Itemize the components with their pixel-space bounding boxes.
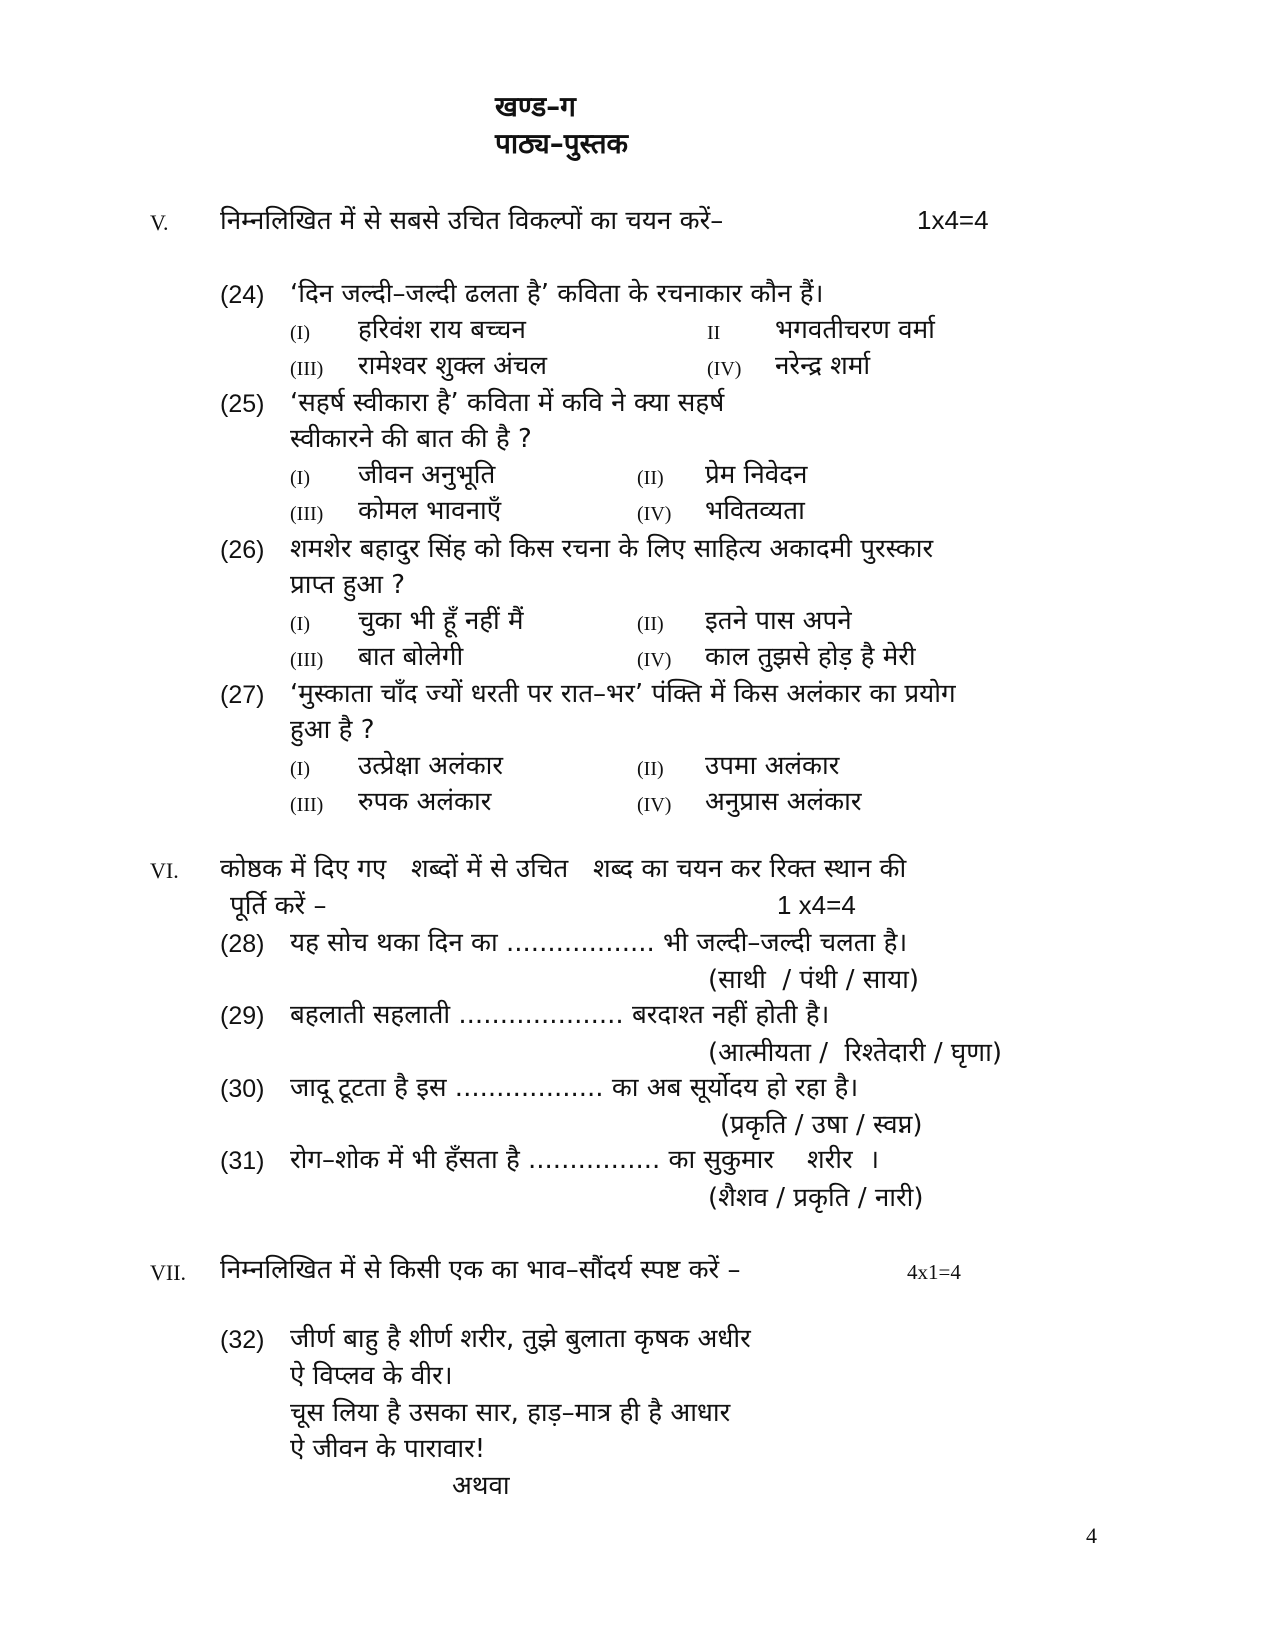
option-text: इतने पास अपने [705, 606, 852, 636]
question-number: (26) [220, 536, 265, 564]
question-text: ‘सहर्ष स्वीकारा है’ कविता में कवि ने क्या सहर्ष [290, 388, 725, 418]
option-text: काल तुझसे होड़ है मेरी [705, 642, 916, 672]
option-text: चुका भी हूँ नहीं मैं [358, 606, 524, 636]
poem-line: चूस लिया है उसका सार, हाड़–मात्र ही है आधार [290, 1398, 731, 1428]
word-choices: (आत्मीयता / रिश्तेदारी / घृणा) [708, 1038, 1002, 1068]
option-text: रामेश्वर शुक्ल अंचल [358, 351, 548, 381]
section-v-marks: 1x4=4 [917, 205, 989, 235]
option-text: भवितव्यता [705, 496, 805, 526]
poem-line: ऐ जीवन के पारावार! [290, 1434, 486, 1464]
poem-line: ऐ विप्लव के वीर। [290, 1361, 453, 1391]
question-text: ‘दिन जल्दी–जल्दी ढलता है’ कविता के रचनाकार कौन हैं। [290, 279, 824, 309]
question-number: (31) [220, 1147, 265, 1175]
word-choices: (प्रकृति / उषा / स्वप्न) [720, 1110, 923, 1140]
option-text: कोमल भावनाएँ [358, 496, 502, 526]
option-label: (I) [290, 613, 310, 635]
option-label: (IV) [637, 503, 672, 525]
question-number: (28) [220, 930, 265, 958]
question-number: (29) [220, 1002, 265, 1030]
poem-line: जीर्ण बाहु है शीर्ण शरीर, तुझे बुलाता कृषक अधीर [290, 1324, 751, 1354]
section-vi-instruction: पूर्ति करें – [230, 891, 327, 921]
question-text: प्राप्त हुआ ? [290, 570, 406, 600]
question-number: (24) [220, 281, 265, 309]
option-label: (II) [637, 758, 664, 780]
option-label: (I) [290, 322, 310, 344]
option-text: हरिवंश राय बच्चन [358, 315, 526, 345]
section-vi-numeral: VI. [150, 858, 179, 883]
question-number: (25) [220, 390, 265, 418]
question-text: हुआ है ? [290, 715, 375, 745]
option-label: (IV) [637, 794, 672, 816]
option-label: (III) [290, 649, 324, 671]
option-label: (I) [290, 758, 310, 780]
option-label: (IV) [707, 358, 742, 380]
word-choices: (शैशव / प्रकृति / नारी) [708, 1183, 924, 1213]
section-vii-instruction: निम्नलिखित में से किसी एक का भाव–सौंदर्य स्पष्ट करें – [220, 1255, 741, 1285]
option-label: (III) [290, 503, 324, 525]
fill-blank-text: यह सोच थका दिन का .................. भी जल्दी–जल्दी चलता है। [290, 928, 908, 958]
section-vi-marks: 1 x4=4 [777, 890, 856, 920]
option-text: अनुप्रास अलंकार [705, 787, 862, 817]
or-text: अथवा [452, 1471, 510, 1501]
section-v-numeral: V. [150, 210, 169, 235]
option-label: II [707, 322, 721, 344]
option-text: नरेन्द्र शर्मा [775, 351, 871, 381]
section-vii-marks: 4x1=4 [907, 1260, 961, 1284]
option-label: (III) [290, 794, 324, 816]
section-vi-instruction: कोष्ठक में दिए गए शब्दों में से उचित शब्द का चयन कर रिक्त स्थान की [220, 854, 907, 884]
section-heading: खण्ड–ग [495, 90, 576, 123]
fill-blank-text: रोग–शोक में भी हँसता है ................ का सुकुमार शरीर । [290, 1145, 880, 1175]
option-label: (II) [637, 467, 664, 489]
page-number: 4 [1086, 1523, 1097, 1548]
fill-blank-text: जादू टूटता है इस .................. का अब सूर्योदय हो रहा है। [290, 1073, 859, 1103]
question-number: (27) [220, 681, 265, 709]
question-text: स्वीकारने की बात की है ? [290, 424, 532, 454]
option-text: बात बोलेगी [358, 642, 464, 672]
question-text: ‘मुस्काता चाँद ज्यों धरती पर रात–भर’ पंक्ति में किस अलंकार का प्रयोग [290, 679, 956, 709]
option-label: (I) [290, 467, 310, 489]
section-v-instruction: निम्नलिखित में से सबसे उचित विकल्पों का चयन करें– [220, 206, 724, 236]
question-text: शमशेर बहादुर सिंह को किस रचना के लिए साहित्य अकादमी पुरस्कार [290, 534, 934, 564]
option-text: उत्प्रेक्षा अलंकार [358, 751, 504, 781]
option-label: (IV) [637, 649, 672, 671]
option-text: रुपक अलंकार [358, 787, 492, 817]
section-vii-numeral: VII. [150, 1260, 187, 1285]
word-choices: (साथी / पंथी / साया) [708, 965, 920, 995]
question-number: (30) [220, 1075, 265, 1103]
option-label: (III) [290, 358, 324, 380]
question-number: (32) [220, 1326, 265, 1354]
option-text: उपमा अलंकार [705, 751, 840, 781]
option-text: प्रेम निवेदन [705, 460, 808, 490]
fill-blank-text: बहलाती सहलाती .................... बरदाश्त नहीं होती है। [290, 1000, 830, 1030]
option-text: जीवन अनुभूति [358, 460, 496, 490]
option-text: भगवतीचरण वर्मा [775, 315, 935, 345]
section-subtitle: पाठ्य–पुस्तक [495, 127, 629, 160]
option-label: (II) [637, 613, 664, 635]
